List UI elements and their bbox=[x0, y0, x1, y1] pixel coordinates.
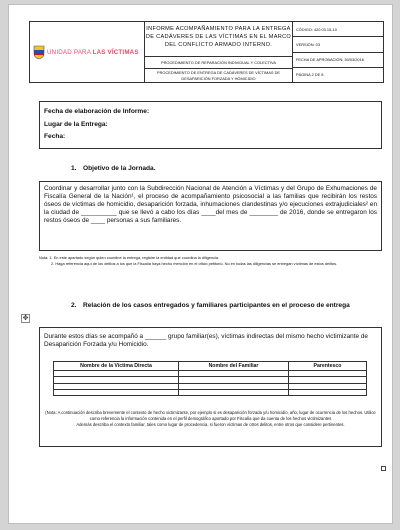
document-title: INFORME ACOMPAÑAMIENTO PARA LA ENTREGA DE CADÁVERES DE LAS VÍCTIMAS EN EL MARCO DEL CONFLICTO ARMADO INTERNO. bbox=[145, 22, 292, 57]
process-name: PROCEDIMIENTO DE REPARACIÓN INDIVIDUAL Y COLECTIVA bbox=[145, 57, 292, 69]
logo bbox=[30, 22, 145, 82]
subprocess-name: PROCEDIMIENTO DE ENTREGA DE CADÁVERES DE VÍCTIMAS DE DESAPARICIÓN FORZADA Y HOMICIDIO bbox=[157, 70, 280, 81]
section-1-heading: 1. Objetivo de la Jornada. bbox=[71, 165, 156, 172]
colombia-shield-icon bbox=[33, 45, 45, 60]
report-date-label: Fecha de elaboración de Informe: bbox=[44, 108, 150, 115]
column-header-relationship: Parentesco bbox=[289, 362, 367, 371]
objective-notes bbox=[39, 255, 382, 266]
cases-intro-text: Durante estos días se acompañó a ______ grupo familiar(es), víctimas indirectas del mismo hecho victimizante de Desaparición Forzada y/u Homicidio. bbox=[44, 333, 368, 348]
page-number: PÁGINA 2 DE 8 bbox=[296, 72, 324, 78]
note-2: 2. Haga referencia aquí de los delitos a los que la Fiscalía haya hecho mención en el oficio petitorio. No en todas las diligencias se entregan víctimas de estos delitos. bbox=[51, 260, 338, 266]
cases-box[interactable] bbox=[39, 327, 382, 447]
logo-text: UNIDAD PARA LAS VÍCTIMAS bbox=[47, 48, 139, 56]
approval-date: FECHA DE APROBACIÓN: 30/03/2016 bbox=[293, 53, 383, 68]
date-label: Fecha: bbox=[44, 133, 66, 140]
objective-text: Coordinar y desarrollar junto con la Subdirección Nacional de Atención a Víctimas y del Grupo de Exhumaciones de Fiscalía General de la Nación¹, el proceso de acompañamiento psicosocial a las familias que recibirán los restos óseos de víctimas de homicidio, desaparición forzada, inhumaciones clandestinas y/o ejecuciones extrajudiciales² en la ciudad de __________ que se llevó a cabo los días ____del mes de ________ de 2016, donde se entregaron los restos óseos de ____ personas a sus familiares. bbox=[44, 185, 377, 224]
document-version: VERSIÓN: 03 bbox=[293, 37, 383, 52]
resize-handle[interactable] bbox=[381, 466, 386, 471]
table-move-handle-icon[interactable]: ✥ bbox=[22, 315, 29, 322]
column-header-relative: Nombre del Familiar bbox=[179, 362, 289, 371]
document-page bbox=[8, 4, 393, 524]
table-row[interactable] bbox=[54, 389, 367, 395]
objective-box[interactable] bbox=[39, 181, 382, 251]
document-header bbox=[29, 21, 384, 83]
column-header-victim: Nombre de la Víctima Directa bbox=[54, 362, 179, 371]
cases-table bbox=[53, 361, 367, 396]
section-2-heading: 2. Relación de los casos entregados y familiares participantes en el proceso de entrega bbox=[71, 302, 350, 309]
cases-footnote: (Nota: A continuación describa brevemente el contexto de hecho victimizante, por ejemplo si es desaparición forzada y/u homicidio, año, lugar de ocurrencia de los hechos. Utilice como referencia la información contenida en el perfil demográfico aportado por Fiscalía que da cuenta de los hechos victimizantes Además describa el contexto familiar, tales como lugar de procedencia, si fueron víctimas de otros delitos, entre otros que considere pertinentes. bbox=[45, 410, 376, 428]
document-code: CÓDIGO: 420.03.15-10 bbox=[293, 22, 383, 37]
report-info-box[interactable] bbox=[39, 101, 382, 149]
delivery-place-label: Lugar de la Entrega: bbox=[44, 120, 108, 128]
note-1: Nota: 1. En este apartado según quien coordine la entrega, registre la entidad que coordina la diligencia. bbox=[39, 255, 220, 260]
